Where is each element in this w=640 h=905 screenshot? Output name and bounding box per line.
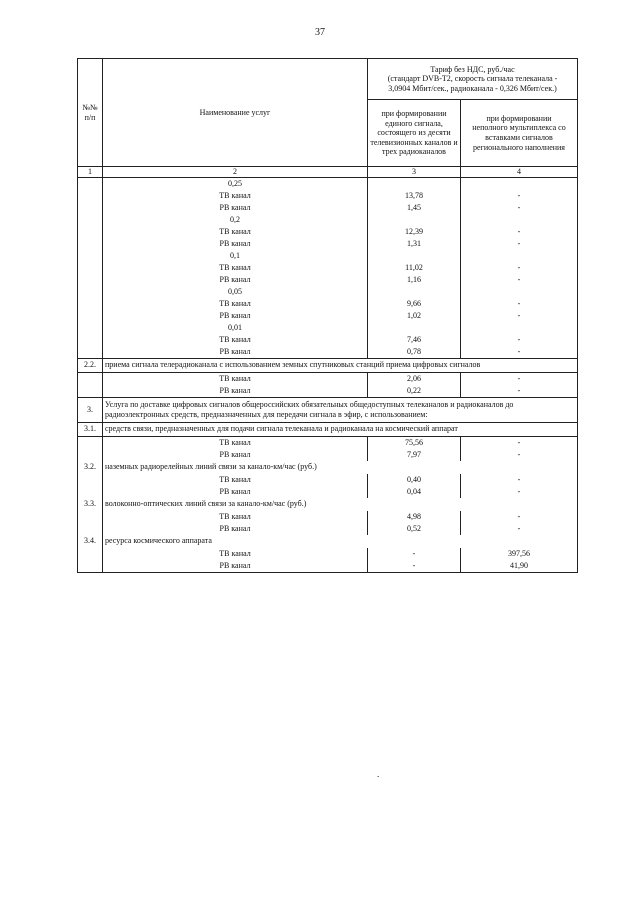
table-row bbox=[78, 310, 578, 322]
service-name-cell: ТВ канал bbox=[103, 436, 368, 449]
tariff-partial-multiplex-cell bbox=[461, 286, 578, 298]
column-numbers-row bbox=[78, 167, 578, 178]
tariff-partial-multiplex-cell: - bbox=[461, 486, 578, 498]
service-name-cell: ТВ канал bbox=[103, 190, 368, 202]
service-name-cell: РВ канал bbox=[103, 238, 368, 250]
col-number-4: 4 bbox=[461, 167, 578, 178]
service-name-cell: 0,25 bbox=[103, 177, 368, 190]
tariff-partial-multiplex-cell: - bbox=[461, 310, 578, 322]
section-row bbox=[78, 358, 578, 372]
tariff-partial-multiplex-cell: - bbox=[461, 449, 578, 461]
table-row bbox=[78, 548, 578, 560]
table-row bbox=[78, 238, 578, 250]
row-number-cell bbox=[78, 474, 103, 486]
table-row bbox=[78, 474, 578, 486]
section-number: 2.2. bbox=[78, 358, 103, 372]
section-number: 3.4. bbox=[78, 535, 103, 548]
header-col3-text: при формировании единого сигнала, состоящего из десяти телевизионных каналов и трех радиоканалов bbox=[370, 109, 458, 157]
section-row bbox=[78, 461, 578, 474]
service-name-cell: ТВ канал bbox=[103, 298, 368, 310]
row-number-cell bbox=[78, 449, 103, 461]
table-row bbox=[78, 486, 578, 498]
row-number-cell bbox=[78, 226, 103, 238]
tariff-single-signal-cell: 1,02 bbox=[368, 310, 461, 322]
header-name bbox=[103, 59, 368, 167]
table-row bbox=[78, 286, 578, 298]
service-name-cell: РВ канал bbox=[103, 523, 368, 535]
tariff-partial-multiplex-cell: - bbox=[461, 474, 578, 486]
table-row bbox=[78, 274, 578, 286]
service-name-cell: РВ канал bbox=[103, 560, 368, 573]
table-row bbox=[78, 511, 578, 523]
table-row bbox=[78, 298, 578, 310]
row-number-cell bbox=[78, 385, 103, 398]
row-number-cell bbox=[78, 238, 103, 250]
tariff-partial-multiplex-cell: - bbox=[461, 226, 578, 238]
table-row bbox=[78, 449, 578, 461]
section-row bbox=[78, 422, 578, 436]
tariff-table bbox=[77, 58, 578, 573]
tariff-partial-multiplex-cell: - bbox=[461, 202, 578, 214]
tariff-single-signal-cell: 4,98 bbox=[368, 511, 461, 523]
table-row bbox=[78, 250, 578, 262]
tariff-partial-multiplex-cell bbox=[461, 322, 578, 334]
row-number-cell bbox=[78, 486, 103, 498]
service-name-cell: РВ канал bbox=[103, 310, 368, 322]
service-name-cell: РВ канал bbox=[103, 202, 368, 214]
tariff-single-signal-cell: 7,97 bbox=[368, 449, 461, 461]
row-number-cell bbox=[78, 250, 103, 262]
row-number-cell bbox=[78, 214, 103, 226]
section-title: ресурса космического аппарата bbox=[103, 535, 578, 548]
tariff-single-signal-cell: 9,66 bbox=[368, 298, 461, 310]
tariff-partial-multiplex-cell: - bbox=[461, 511, 578, 523]
row-number-cell bbox=[78, 177, 103, 190]
service-name-cell: РВ канал bbox=[103, 274, 368, 286]
tariff-single-signal-cell: 0,78 bbox=[368, 346, 461, 359]
row-number-cell bbox=[78, 190, 103, 202]
service-name-cell: 0,1 bbox=[103, 250, 368, 262]
service-name-cell: РВ канал bbox=[103, 385, 368, 398]
col-number-1: 1 bbox=[78, 167, 103, 178]
page-number: 37 bbox=[315, 27, 325, 38]
tariff-single-signal-cell: 12,39 bbox=[368, 226, 461, 238]
tariff-single-signal-cell: 0,04 bbox=[368, 486, 461, 498]
tariff-single-signal-cell: 13,78 bbox=[368, 190, 461, 202]
table-row bbox=[78, 322, 578, 334]
service-name-cell: ТВ канал bbox=[103, 334, 368, 346]
header-num bbox=[78, 59, 103, 167]
tariff-partial-multiplex-cell: - bbox=[461, 372, 578, 385]
tariff-partial-multiplex-cell bbox=[461, 214, 578, 226]
tariff-single-signal-cell: 0,40 bbox=[368, 474, 461, 486]
service-name-cell: РВ канал bbox=[103, 486, 368, 498]
row-number-cell bbox=[78, 334, 103, 346]
tariff-single-signal-cell: - bbox=[368, 548, 461, 560]
tariff-partial-multiplex-cell: 397,56 bbox=[461, 548, 578, 560]
row-number-cell bbox=[78, 322, 103, 334]
section-row bbox=[78, 535, 578, 548]
row-number-cell bbox=[78, 511, 103, 523]
tariff-single-signal-cell bbox=[368, 322, 461, 334]
tariff-single-signal-cell: 0,52 bbox=[368, 523, 461, 535]
section-title: приема сигнала телерадиоканала с использованием земных спутниковых станций приема цифровых сигналов bbox=[103, 358, 578, 372]
section-row bbox=[78, 498, 578, 511]
table-row bbox=[78, 214, 578, 226]
tariff-single-signal-cell: 75,56 bbox=[368, 436, 461, 449]
row-number-cell bbox=[78, 262, 103, 274]
section-number: 3.3. bbox=[78, 498, 103, 511]
tariff-single-signal-cell: 11,02 bbox=[368, 262, 461, 274]
tariff-single-signal-cell bbox=[368, 250, 461, 262]
section-title: волоконно-оптических линий связи за канало-км/час (руб.) bbox=[103, 498, 578, 511]
table-row bbox=[78, 523, 578, 535]
tariff-partial-multiplex-cell: - bbox=[461, 334, 578, 346]
col-number-2: 2 bbox=[103, 167, 368, 178]
service-name-cell: ТВ канал bbox=[103, 372, 368, 385]
tariff-partial-multiplex-cell: - bbox=[461, 523, 578, 535]
tariff-single-signal-cell bbox=[368, 177, 461, 190]
service-name-cell: ТВ канал bbox=[103, 474, 368, 486]
row-number-cell bbox=[78, 548, 103, 560]
tariff-single-signal-cell: - bbox=[368, 560, 461, 573]
tariff-single-signal-cell: 2,06 bbox=[368, 372, 461, 385]
row-number-cell bbox=[78, 310, 103, 322]
table-row bbox=[78, 177, 578, 190]
service-name-cell: ТВ канал bbox=[103, 548, 368, 560]
header-col3 bbox=[368, 100, 461, 167]
service-name-cell: ТВ канал bbox=[103, 511, 368, 523]
tariff-partial-multiplex-cell bbox=[461, 177, 578, 190]
table-row bbox=[78, 190, 578, 202]
row-number-cell bbox=[78, 202, 103, 214]
service-name-cell: 0,05 bbox=[103, 286, 368, 298]
header-col4-text: при формировании неполного мультиплекса со вставками сигналов регионального наполнения bbox=[472, 113, 566, 152]
row-number-cell bbox=[78, 372, 103, 385]
section-number: 3.2. bbox=[78, 461, 103, 474]
tariff-single-signal-cell bbox=[368, 214, 461, 226]
tariff-single-signal-cell: 1,16 bbox=[368, 274, 461, 286]
table-row bbox=[78, 262, 578, 274]
service-name-cell: 0,2 bbox=[103, 214, 368, 226]
tariff-partial-multiplex-cell: - bbox=[461, 346, 578, 359]
table-row bbox=[78, 334, 578, 346]
row-number-cell bbox=[78, 286, 103, 298]
row-number-cell bbox=[78, 274, 103, 286]
section-title: Услуга по доставке цифровых сигналов общероссийских обязательных общедоступных телеканалов и радиоканалов до радиоэлектронных средств, предназначенных для передачи сигнала в эфир, с использованием: bbox=[103, 397, 578, 422]
tariff-single-signal-cell: 7,46 bbox=[368, 334, 461, 346]
table-row bbox=[78, 560, 578, 573]
section-number: 3. bbox=[78, 397, 103, 422]
service-name-cell: РВ канал bbox=[103, 346, 368, 359]
table-row bbox=[78, 346, 578, 359]
header-col4 bbox=[461, 100, 578, 167]
tariff-partial-multiplex-cell: - bbox=[461, 385, 578, 398]
row-number-cell bbox=[78, 298, 103, 310]
row-number-cell bbox=[78, 560, 103, 573]
table-row bbox=[78, 436, 578, 449]
tariff-partial-multiplex-cell: - bbox=[461, 436, 578, 449]
row-number-cell bbox=[78, 523, 103, 535]
service-name-cell: РВ канал bbox=[103, 449, 368, 461]
tariff-partial-multiplex-cell: - bbox=[461, 190, 578, 202]
section-title: наземных радиорелейных линий связи за канало-км/час (руб.) bbox=[103, 461, 578, 474]
row-number-cell bbox=[78, 436, 103, 449]
service-name-cell: ТВ канал bbox=[103, 262, 368, 274]
table-row bbox=[78, 202, 578, 214]
section-title: средств связи, предназначенных для подачи сигнала телеканала и радиоканала на космический аппарат bbox=[103, 422, 578, 436]
tariff-single-signal-cell: 0,22 bbox=[368, 385, 461, 398]
section-row bbox=[78, 397, 578, 422]
section-number: 3.1. bbox=[78, 422, 103, 436]
service-name-cell: ТВ канал bbox=[103, 226, 368, 238]
tariff-single-signal-cell: 1,45 bbox=[368, 202, 461, 214]
header-tariff-text: Тариф без НДС, руб./час (стандарт DVB-T2, скорость сигнала телеканала - 3,0904 Мбит/сек., радиоканала - 0,326 Мбит/сек.) bbox=[387, 64, 558, 93]
tariff-partial-multiplex-cell: 41,90 bbox=[461, 560, 578, 573]
service-name-cell: 0,01 bbox=[103, 322, 368, 334]
table-row bbox=[78, 226, 578, 238]
tariff-partial-multiplex-cell: - bbox=[461, 274, 578, 286]
tariff-partial-multiplex-cell: - bbox=[461, 298, 578, 310]
tariff-partial-multiplex-cell: - bbox=[461, 238, 578, 250]
header-tariff bbox=[368, 59, 578, 100]
tariff-partial-multiplex-cell: - bbox=[461, 262, 578, 274]
tariff-single-signal-cell: 1,31 bbox=[368, 238, 461, 250]
scan-mark: . bbox=[377, 769, 380, 779]
row-number-cell bbox=[78, 346, 103, 359]
col-number-3: 3 bbox=[368, 167, 461, 178]
header-name-text: Наименование услуг bbox=[199, 107, 271, 117]
table-row bbox=[78, 372, 578, 385]
header-num-text: №№ п/п bbox=[82, 102, 98, 122]
tariff-single-signal-cell bbox=[368, 286, 461, 298]
table-row bbox=[78, 385, 578, 398]
tariff-partial-multiplex-cell bbox=[461, 250, 578, 262]
